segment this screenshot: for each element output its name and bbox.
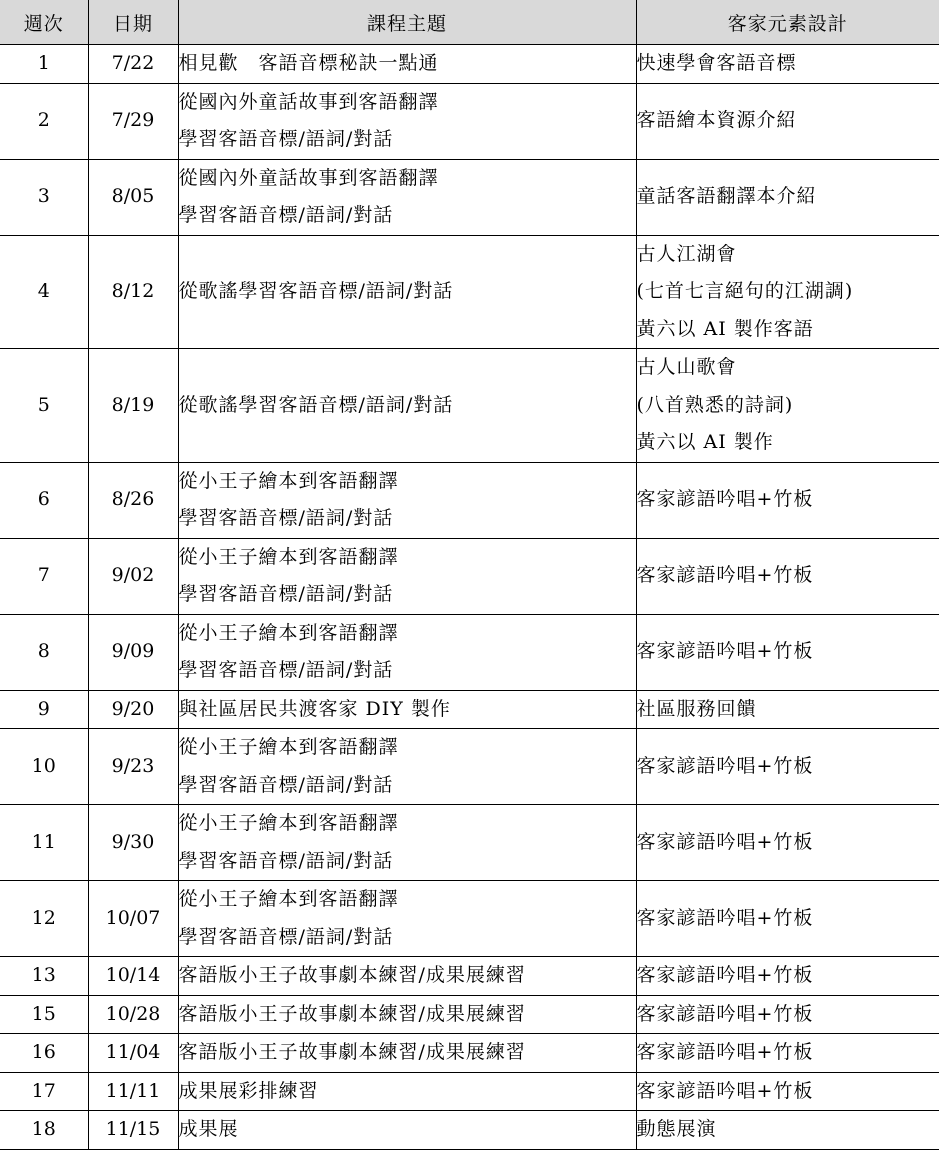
hakka-design-line: 動態展演 [636,1118,717,1140]
date-cell [88,614,178,690]
week-number: 9 [37,697,50,720]
topic-line: 客語版小王子故事劇本練習/成果展練習 [178,1041,526,1063]
week-cell [0,1111,88,1150]
week-number: 18 [31,1118,56,1140]
topic-cell [178,729,636,805]
week-number: 11 [31,830,56,853]
hakka-design-cell [636,881,939,957]
topic-cell [178,538,636,614]
hakka-design-cell [636,729,939,805]
table-row [0,159,939,235]
week-cell [0,729,88,805]
hakka-design-cell [636,83,939,159]
date-cell [88,729,178,805]
week-number: 12 [31,906,56,929]
table-row [0,729,939,805]
week-cell [0,690,88,729]
hakka-design-line: 客家諺語吟唱+竹板 [636,754,814,777]
table-row [0,1072,939,1111]
date-value: 8/05 [111,185,155,208]
date-value: 11/04 [105,1041,161,1063]
hakka-design-cell [636,1034,939,1073]
date-cell [88,538,178,614]
week-cell [0,805,88,881]
topic-line: 學習客語音標/語詞/對話 [178,659,394,681]
hakka-design-cell [636,45,939,84]
topic-cell [178,995,636,1034]
topic-line: 從國內外童話故事到客語翻譯 [178,166,439,189]
week-cell [0,45,88,84]
header-date: 日期 [88,0,178,45]
table-body [0,45,939,1150]
date-value: 9/23 [111,754,155,777]
date-value: 9/09 [111,640,155,663]
topic-line: 客語版小王子故事劇本練習/成果展練習 [178,1002,526,1025]
hakka-design-line: 客家諺語吟唱+竹板 [636,488,814,511]
topic-cell [178,1111,636,1150]
hakka-design-line: 客家諺語吟唱+竹板 [636,564,814,587]
date-cell [88,1111,178,1150]
week-cell [0,349,88,463]
hakka-design-line: 客語繪本資源介紹 [636,109,797,132]
topic-line: 成果展 [178,1118,239,1140]
week-number: 6 [37,488,50,511]
hakka-design-line: 客家諺語吟唱+竹板 [636,1041,814,1063]
date-cell [88,1034,178,1073]
week-number: 4 [37,280,50,302]
table-row [0,462,939,538]
topic-line: 從小王子繪本到客語翻譯 [178,621,399,644]
topic-line: 從國內外童話故事到客語翻譯 [178,90,439,113]
topic-cell [178,881,636,957]
hakka-design-line: 黃六以 AI 製作客語 [636,317,814,340]
week-cell [0,614,88,690]
topic-line: 成果展彩排練習 [178,1079,319,1102]
table-row [0,957,939,996]
week-cell [0,995,88,1034]
hakka-design-line: 客家諺語吟唱+竹板 [636,964,814,986]
date-value: 11/15 [105,1118,161,1140]
date-cell [88,957,178,996]
topic-line: 客語版小王子故事劇本練習/成果展練習 [178,964,526,986]
week-number: 7 [37,564,50,587]
week-number: 1 [37,52,50,74]
hakka-design-cell [636,614,939,690]
table-row [0,1034,939,1073]
topic-line: 從歌謠學習客語音標/語詞/對話 [178,393,454,416]
date-value: 11/11 [105,1079,161,1102]
table-row [0,235,939,349]
header-row [0,0,939,45]
week-number: 13 [31,964,56,986]
date-value: 10/28 [105,1002,161,1025]
date-cell [88,805,178,881]
table-row [0,45,939,84]
table-row [0,805,939,881]
hakka-design-cell [636,462,939,538]
topic-cell [178,1034,636,1073]
hakka-design-line: 社區服務回饋 [636,697,757,720]
topic-line: 學習客語音標/語詞/對話 [178,583,394,605]
topic-cell [178,462,636,538]
date-value: 10/14 [105,964,161,986]
topic-cell [178,957,636,996]
date-cell [88,45,178,84]
date-cell [88,159,178,235]
hakka-design-cell [636,159,939,235]
topic-cell [178,614,636,690]
table-row [0,995,939,1034]
week-cell [0,538,88,614]
topic-cell [178,1072,636,1111]
hakka-design-cell [636,235,939,349]
topic-line: 從歌謠學習客語音標/語詞/對話 [178,280,454,302]
date-cell [88,1072,178,1111]
hakka-design-line: 客家諺語吟唱+竹板 [636,1002,814,1025]
topic-cell [178,690,636,729]
hakka-design-line: 快速學會客語音標 [636,52,797,74]
table-row [0,690,939,729]
hakka-design-line: 客家諺語吟唱+竹板 [636,640,814,663]
topic-cell [178,83,636,159]
date-cell [88,881,178,957]
hakka-design-cell [636,1072,939,1111]
date-cell [88,462,178,538]
hakka-design-line: 童話客語翻譯本介紹 [636,185,817,208]
topic-cell [178,159,636,235]
week-number: 5 [37,393,50,416]
hakka-design-line: 客家諺語吟唱+竹板 [636,830,814,853]
topic-cell [178,349,636,463]
topic-line: 從小王子繪本到客語翻譯 [178,812,399,834]
week-cell [0,881,88,957]
hakka-design-line: 客家諺語吟唱+竹板 [636,906,814,929]
hakka-design-line: (八首熟悉的詩詞) [636,393,794,416]
week-number: 2 [37,109,50,132]
topic-line: 學習客語音標/語詞/對話 [178,204,394,226]
table-row [0,538,939,614]
week-cell [0,462,88,538]
header-week: 週次 [0,0,88,45]
hakka-design-line: 客家諺語吟唱+竹板 [636,1079,814,1102]
hakka-design-cell [636,995,939,1034]
topic-line: 學習客語音標/語詞/對話 [178,773,394,796]
topic-line: 從小王子繪本到客語翻譯 [178,469,399,492]
date-value: 8/12 [111,280,155,302]
week-cell [0,1072,88,1111]
table-row [0,1111,939,1150]
topic-line: 學習客語音標/語詞/對話 [178,925,394,948]
hakka-design-cell [636,957,939,996]
topic-line: 學習客語音標/語詞/對話 [178,849,394,872]
week-cell [0,957,88,996]
date-value: 9/02 [111,564,155,587]
topic-line: 從小王子繪本到客語翻譯 [178,888,399,910]
week-number: 3 [37,185,50,208]
week-cell [0,235,88,349]
topic-cell [178,805,636,881]
date-value: 8/26 [111,488,155,511]
date-value: 10/07 [105,906,161,929]
week-cell [0,83,88,159]
topic-line: 從小王子繪本到客語翻譯 [178,736,399,758]
date-value: 9/30 [111,830,155,853]
topic-line: 學習客語音標/語詞/對話 [178,128,394,150]
date-value: 7/29 [111,109,155,132]
table-row [0,881,939,957]
week-cell [0,1034,88,1073]
week-cell [0,159,88,235]
header-topic: 課程主題 [178,0,636,45]
topic-line: 與社區居民共渡客家 DIY 製作 [178,697,451,720]
hakka-design-cell [636,538,939,614]
topic-line: 學習客語音標/語詞/對話 [178,507,394,529]
date-cell [88,995,178,1034]
week-number: 15 [31,1002,56,1025]
hakka-design-line: 古人山歌會 [636,356,737,378]
hakka-design-cell [636,349,939,463]
table-row [0,614,939,690]
week-number: 16 [31,1041,56,1063]
topic-cell [178,45,636,84]
table-row [0,349,939,463]
week-number: 8 [37,640,50,663]
hakka-design-line: (七首七言絕句的江湖調) [636,280,854,302]
table-row [0,83,939,159]
date-cell [88,235,178,349]
date-value: 8/19 [111,393,155,416]
hakka-design-line: 古人江湖會 [636,242,737,265]
date-cell [88,349,178,463]
topic-line: 從小王子繪本到客語翻譯 [178,545,399,568]
week-number: 17 [31,1079,56,1102]
topic-line: 相見歡 客語音標秘訣一點通 [178,52,439,74]
topic-cell [178,235,636,349]
header-hakka-design: 客家元素設計 [636,0,939,45]
hakka-design-cell [636,690,939,729]
week-number: 10 [31,754,56,777]
hakka-design-cell [636,805,939,881]
hakka-design-cell [636,1111,939,1150]
date-cell [88,690,178,729]
date-value: 9/20 [111,697,155,720]
hakka-design-line: 黃六以 AI 製作 [636,431,774,453]
date-cell [88,83,178,159]
date-value: 7/22 [111,52,155,74]
